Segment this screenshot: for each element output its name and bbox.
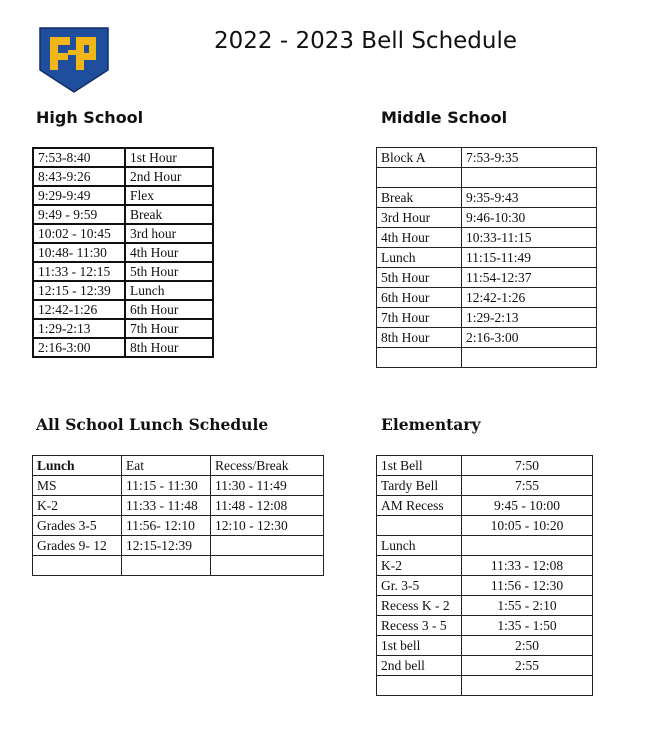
middle-school-heading: Middle School xyxy=(381,108,508,127)
table-cell: 11:33 - 12:08 xyxy=(462,556,593,576)
table-row xyxy=(33,224,213,243)
table-cell: 2:50 xyxy=(462,636,593,656)
table-cell: Recess K - 2 xyxy=(377,596,462,616)
table-row xyxy=(33,300,213,319)
table-cell: Eat xyxy=(122,456,211,476)
table-cell: 10:48- 11:30 xyxy=(33,243,125,262)
table-cell: 11:30 - 11:49 xyxy=(211,476,324,496)
table-cell: 9:49 - 9:59 xyxy=(33,205,125,224)
table-cell: 5th Hour xyxy=(125,262,213,281)
table-cell xyxy=(377,676,462,696)
table-cell xyxy=(211,556,324,576)
table-row xyxy=(377,168,597,188)
table-cell: Break xyxy=(377,188,462,208)
table-row xyxy=(377,556,593,576)
table-cell: 2nd bell xyxy=(377,656,462,676)
table-cell xyxy=(377,348,462,368)
table-cell: 7:53-8:40 xyxy=(33,148,125,167)
table-cell: K-2 xyxy=(377,556,462,576)
table-row xyxy=(33,186,213,205)
table-cell: 12:15 - 12:39 xyxy=(33,281,125,300)
table-row xyxy=(377,676,593,696)
table-cell: 6th Hour xyxy=(125,300,213,319)
header-row xyxy=(33,456,324,476)
table-row xyxy=(377,248,597,268)
table-cell: 1:29-2:13 xyxy=(462,308,597,328)
table-cell: Lunch xyxy=(377,536,462,556)
table-cell: 11:33 - 11:48 xyxy=(122,496,211,516)
table-cell: AM Recess xyxy=(377,496,462,516)
table-cell xyxy=(377,516,462,536)
table-cell: 7th Hour xyxy=(125,319,213,338)
table-row xyxy=(377,348,597,368)
table-cell: Break xyxy=(125,205,213,224)
table-cell: Lunch xyxy=(377,248,462,268)
table-cell: 11:48 - 12:08 xyxy=(211,496,324,516)
table-cell: 9:46-10:30 xyxy=(462,208,597,228)
table-cell xyxy=(462,676,593,696)
table-cell: Lunch xyxy=(125,281,213,300)
table-cell xyxy=(462,168,597,188)
table-cell: 10:33-11:15 xyxy=(462,228,597,248)
table-cell: 2:16-3:00 xyxy=(462,328,597,348)
table-row xyxy=(377,228,597,248)
table-row xyxy=(377,456,593,476)
table-row xyxy=(377,328,597,348)
table-row xyxy=(377,308,597,328)
table-cell: 10:02 - 10:45 xyxy=(33,224,125,243)
table-cell: 12:42-1:26 xyxy=(33,300,125,319)
table-row xyxy=(33,338,213,357)
table-cell: 1:55 - 2:10 xyxy=(462,596,593,616)
table-row xyxy=(33,243,213,262)
table-row xyxy=(377,596,593,616)
table-row xyxy=(33,281,213,300)
table-cell: 4th Hour xyxy=(377,228,462,248)
table-row xyxy=(377,616,593,636)
table-row xyxy=(33,516,324,536)
table-row xyxy=(377,188,597,208)
table-row xyxy=(33,536,324,556)
table-row xyxy=(377,636,593,656)
table-row xyxy=(33,205,213,224)
table-row xyxy=(33,262,213,281)
table-cell: Recess/Break xyxy=(211,456,324,476)
table-row xyxy=(377,268,597,288)
table-cell: 3rd Hour xyxy=(377,208,462,228)
table-cell: 1st Hour xyxy=(125,148,213,167)
lunch-schedule-table xyxy=(32,455,324,576)
lunch-schedule-heading: All School Lunch Schedule xyxy=(36,415,269,434)
table-row xyxy=(377,208,597,228)
table-cell: 7:53-9:35 xyxy=(462,148,597,168)
table-cell xyxy=(33,556,122,576)
table-row xyxy=(377,288,597,308)
table-row xyxy=(377,496,593,516)
table-cell: 9:29-9:49 xyxy=(33,186,125,205)
table-row xyxy=(377,576,593,596)
table-cell: Gr. 3-5 xyxy=(377,576,462,596)
table-cell: 1:35 - 1:50 xyxy=(462,616,593,636)
page-title: 2022 - 2023 Bell Schedule xyxy=(214,28,518,54)
table-cell: 10:05 - 10:20 xyxy=(462,516,593,536)
table-row xyxy=(33,167,213,186)
table-cell: 9:45 - 10:00 xyxy=(462,496,593,516)
table-cell: 4th Hour xyxy=(125,243,213,262)
table-cell: 12:42-1:26 xyxy=(462,288,597,308)
table-cell: 12:10 - 12:30 xyxy=(211,516,324,536)
table-row xyxy=(377,476,593,496)
table-row xyxy=(33,556,324,576)
table-cell: Grades 3-5 xyxy=(33,516,122,536)
table-cell: 11:54-12:37 xyxy=(462,268,597,288)
table-cell: 8th Hour xyxy=(125,338,213,357)
table-cell: 11:56- 12:10 xyxy=(122,516,211,536)
table-row xyxy=(377,536,593,556)
table-cell: 11:56 - 12:30 xyxy=(462,576,593,596)
table-cell: 12:15-12:39 xyxy=(122,536,211,556)
elementary-heading: Elementary xyxy=(381,415,481,434)
table-cell: 7:50 xyxy=(462,456,593,476)
table-cell: 8:43-9:26 xyxy=(33,167,125,186)
table-cell xyxy=(462,536,593,556)
elementary-table xyxy=(376,455,593,696)
table-cell: 1st Bell xyxy=(377,456,462,476)
table-cell: 9:35-9:43 xyxy=(462,188,597,208)
table-cell: 11:15 - 11:30 xyxy=(122,476,211,496)
table-cell: K-2 xyxy=(33,496,122,516)
table-cell: 7th Hour xyxy=(377,308,462,328)
table-row xyxy=(377,516,593,536)
table-cell: Block A xyxy=(377,148,462,168)
table-cell: 3rd hour xyxy=(125,224,213,243)
high-school-table xyxy=(32,147,214,358)
table-cell: Flex xyxy=(125,186,213,205)
table-cell: 6th Hour xyxy=(377,288,462,308)
middle-school-table xyxy=(376,147,597,368)
table-cell: Lunch xyxy=(33,456,122,476)
table-row xyxy=(377,656,593,676)
table-row xyxy=(33,496,324,516)
table-cell xyxy=(377,168,462,188)
high-school-heading: High School xyxy=(36,108,144,127)
table-cell: 7:55 xyxy=(462,476,593,496)
table-cell: 2:16-3:00 xyxy=(33,338,125,357)
table-cell: MS xyxy=(33,476,122,496)
table-row xyxy=(33,476,324,496)
table-cell xyxy=(122,556,211,576)
school-logo xyxy=(38,26,110,94)
table-cell: 1st bell xyxy=(377,636,462,656)
table-cell: Recess 3 - 5 xyxy=(377,616,462,636)
table-cell: 11:33 - 12:15 xyxy=(33,262,125,281)
table-row xyxy=(33,148,213,167)
table-cell: 5th Hour xyxy=(377,268,462,288)
table-cell xyxy=(211,536,324,556)
table-cell: 2:55 xyxy=(462,656,593,676)
table-cell xyxy=(462,348,597,368)
table-row xyxy=(377,148,597,168)
table-cell: Grades 9- 12 xyxy=(33,536,122,556)
table-cell: 2nd Hour xyxy=(125,167,213,186)
table-cell: 1:29-2:13 xyxy=(33,319,125,338)
table-cell: Tardy Bell xyxy=(377,476,462,496)
table-row xyxy=(33,319,213,338)
table-cell: 8th Hour xyxy=(377,328,462,348)
table-cell: 11:15-11:49 xyxy=(462,248,597,268)
